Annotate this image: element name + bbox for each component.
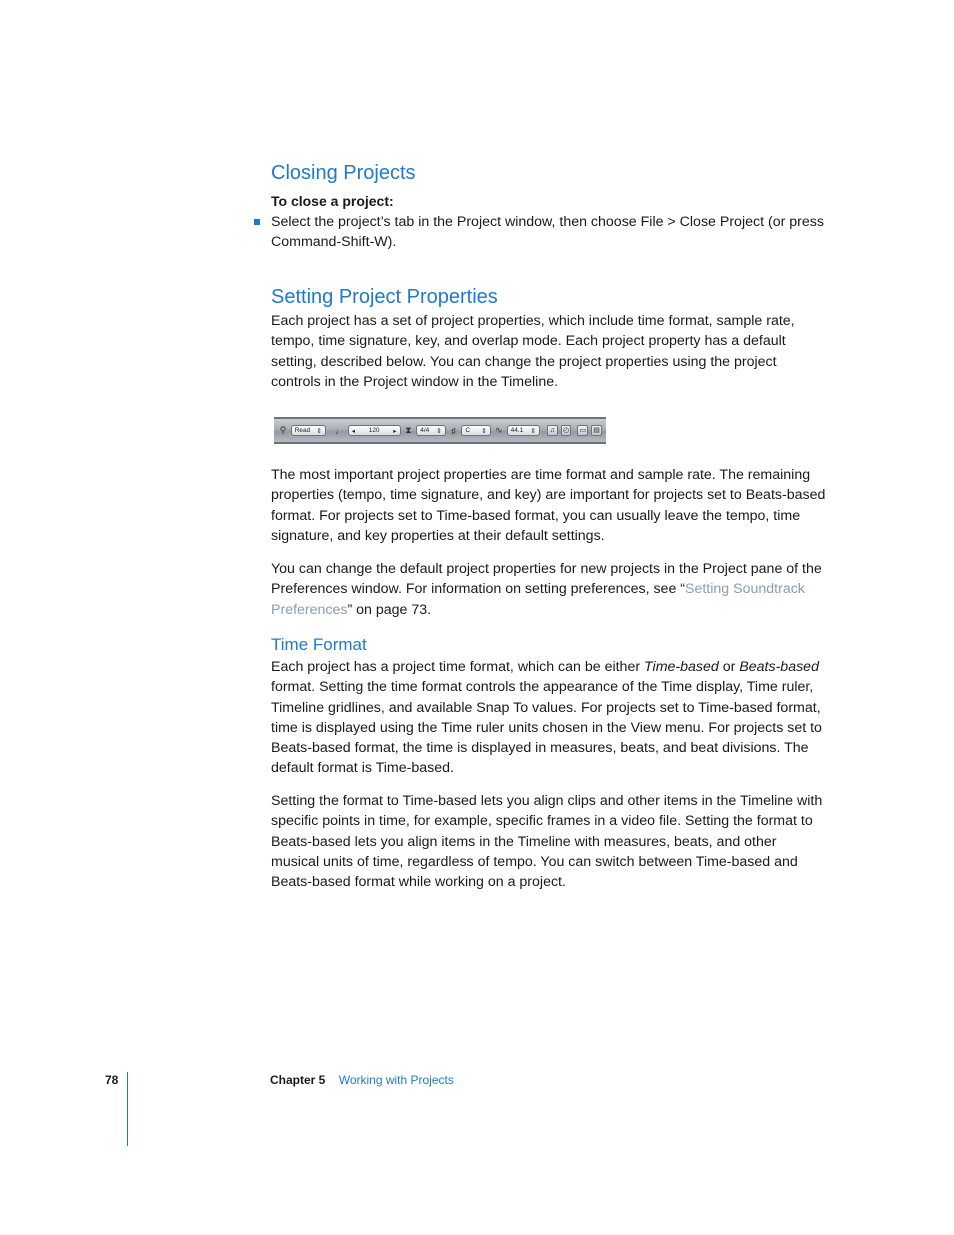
mode-icon: ⚲ [279, 425, 287, 435]
popup-arrows-icon: ⇕ [481, 427, 487, 435]
crossfade-icon: ▤ [591, 425, 602, 436]
popup-arrows-icon: ⇕ [436, 427, 442, 435]
emphasis-beats-based: Beats-based [739, 659, 819, 675]
right-arrow-icon: ▸ [393, 427, 397, 435]
popup-arrows-icon: ⇕ [316, 427, 322, 435]
popup-arrows-icon: ⇕ [530, 427, 536, 435]
key-popup [461, 425, 490, 436]
chapter-title: Working with Projects [338, 1073, 454, 1087]
tempo-value: 120 [368, 427, 380, 434]
key-value: C [465, 427, 471, 434]
properties-paragraph-2: The most important project properties are time format and sample rate. The remaining properties (tempo, time signature, and key) are important for projects set to Beats-based format. For projects set to Time-based format, you can usually leave the tempo, time signature, and key properties at their default settings. [271, 467, 826, 544]
metronome-icon: ♫ [547, 425, 558, 436]
time-signature-icon: ⧗ [405, 425, 412, 435]
clock-icon: ◴ [561, 425, 572, 436]
time-format-paragraph-2: Setting the format to Time-based lets you align clips and other items in the Timeline with specific points in time, for example, specific frames in a video file. Setting the format to Beats-based lets you align items in the Timeline with measures, beats, and other musical units of time, regardless of tempo. You can switch between Time-based and Beats-based format while working on a project. [271, 793, 823, 891]
bullet-text-close-project: Select the project’s tab in the Project window, then choose File > Close Project (or press Command-Shift-W). [271, 214, 824, 251]
time-signature-popup [416, 425, 445, 436]
sample-rate-popup [507, 425, 540, 436]
page-number: 78 [105, 1073, 119, 1087]
tempo-slider-field [348, 425, 401, 436]
sample-rate-value: 44.1 [510, 427, 524, 434]
mode-value: Read [294, 427, 311, 434]
running-footer [270, 1073, 454, 1087]
text-run: format. Setting the time format controls the appearance of the Time display, Time ruler, Timeline gridlines, and available Snap To values. For projects set to Time-based format, time is displayed using the Time ruler units chosen in the View menu. For projects set to Beats-based format, the time is displayed in measures, beats, and beat divisions. The default format is Time-based. [271, 679, 822, 777]
properties-intro-paragraph: Each project has a set of project properties, which include time format, sample rate, tempo, time signature, key, and overlap mode. Each project property has a default setting, described below. You can change the project properties using the project controls in the Project window in the Timeline. [271, 313, 795, 390]
text-run: You can change the default project properties for new projects in the Project pane of the Preferences window. For information on setting preferences, see “ [271, 561, 822, 598]
text-run: Each project has a project time format, which can be either [271, 659, 644, 675]
bullet-marker [254, 219, 260, 225]
sample-rate-icon: ∿ [494, 425, 503, 435]
text-run: or [718, 659, 740, 675]
overlap-icon: ▭ [577, 425, 588, 436]
emphasis-time-based: Time-based [644, 659, 719, 675]
time-signature-value: 4/4 [420, 427, 430, 434]
preferences-link[interactable]: Setting Soundtrack Preferences [271, 581, 805, 618]
key-icon: ♯ [451, 425, 456, 436]
text-run: ” on page 73. [347, 601, 432, 618]
project-controls-toolbar-figure [274, 417, 606, 444]
time-format-paragraph-1 [271, 657, 827, 779]
mode-popup [291, 425, 326, 436]
section-heading-closing-projects: Closing Projects [271, 162, 416, 184]
procedure-lead: To close a project: [271, 193, 394, 209]
subsection-heading-time-format: Time Format [271, 635, 367, 654]
left-arrow-icon: ◂ [351, 427, 355, 435]
tempo-icon: ♩ [335, 425, 345, 436]
chapter-label: Chapter 5 [270, 1073, 326, 1087]
footer-rule [127, 1072, 128, 1146]
section-heading-project-properties: Setting Project Properties [271, 286, 498, 308]
properties-paragraph-3 [271, 559, 827, 620]
